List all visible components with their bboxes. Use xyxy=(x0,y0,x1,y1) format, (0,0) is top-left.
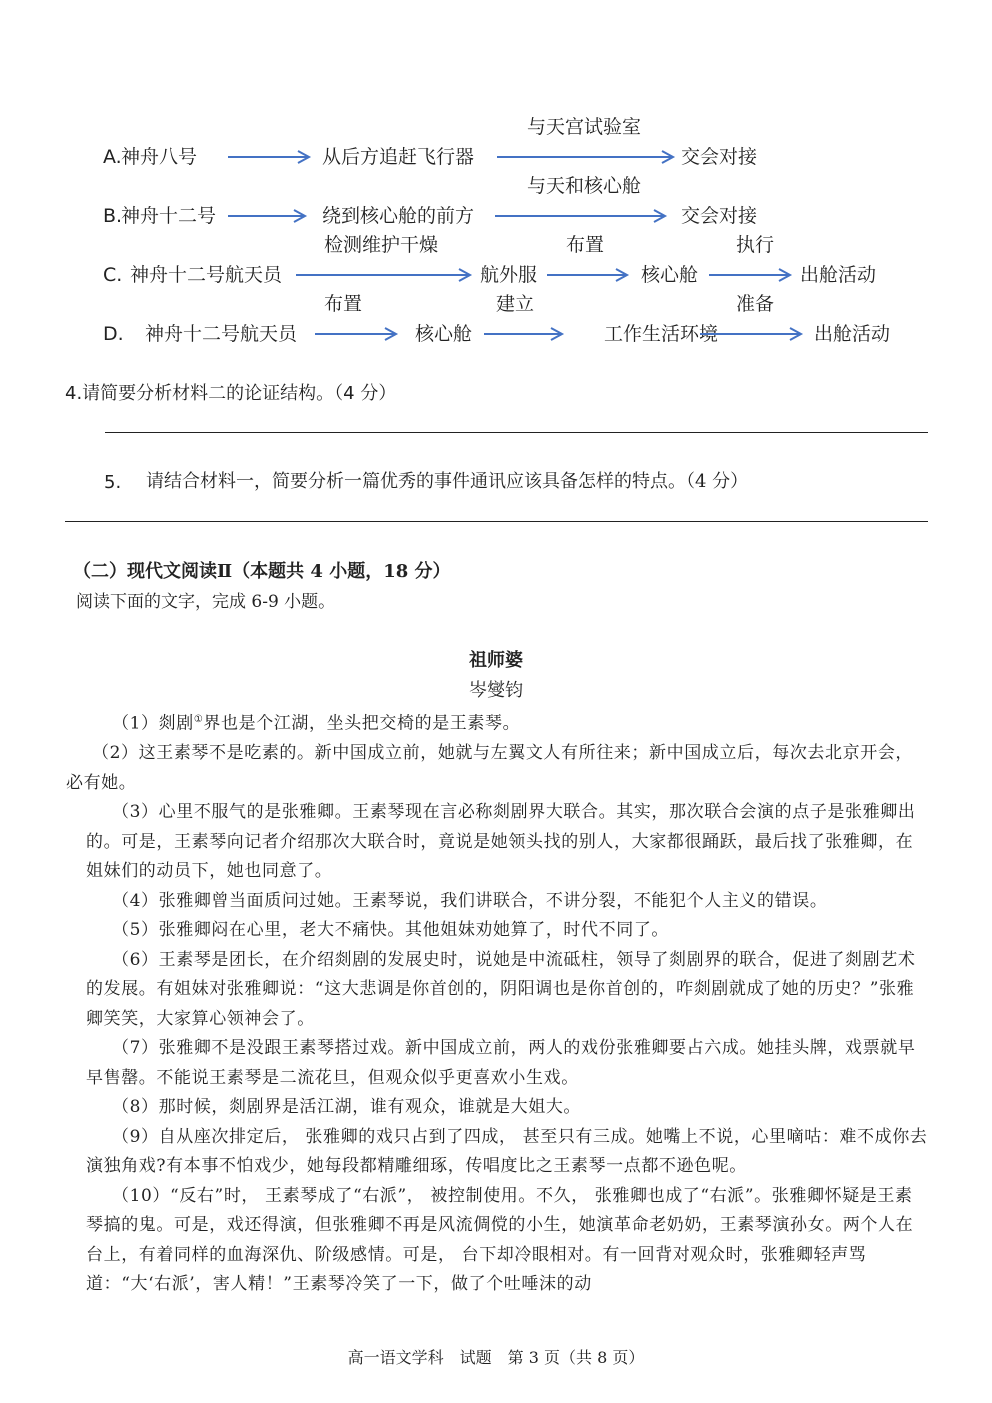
option-c-item-4: 出舱活动 xyxy=(800,264,877,286)
option-d-item-3: 工作生活环境 xyxy=(604,323,719,345)
paragraph-1-rest: 界也是个江湖，坐头把交椅的是王素琴。 xyxy=(203,713,521,734)
option-c-item-3: 核心舱 xyxy=(641,264,699,286)
arrow-b2 xyxy=(495,210,665,222)
section-instruction: 阅读下面的文字，完成 6-9 小题。 xyxy=(76,592,336,612)
arrow-a2 xyxy=(497,151,673,163)
option-d-label-1: 布置 xyxy=(324,293,363,315)
option-b-letter: B. xyxy=(103,205,123,227)
paragraph-7: （7）张雅卿不是没跟王素琴搭过戏。新中国成立前，两人的戏份张雅卿要占六成。她挂头牌，戏票就早早售罄。不能说王素琴是二流花旦，但观众似乎更喜欢小生戏。 xyxy=(86,1038,916,1088)
arrow-b1 xyxy=(228,210,305,222)
option-a-item-2: 从后方追赶飞行器 xyxy=(322,146,475,168)
option-c-label-2: 布置 xyxy=(566,234,605,256)
option-d-label-3: 准备 xyxy=(736,293,775,315)
option-d-item-4: 出舱活动 xyxy=(814,323,891,345)
option-a-letter: A. xyxy=(103,146,122,168)
paragraph-3: （3）心里不服气的是张雅卿。王素琴现在言必称剡剧界大联合。其实，那次联合会演的点子是张雅卿出的。可是，王素琴向记者介绍那次大联合时，竟说是她领头找的别人，大家都很踊跃，最后找了张雅卿，在姐妹们的动员下，她也同意了。 xyxy=(86,802,916,882)
question-4: 4.请简要分析材料二的论证结构。（4 分） xyxy=(65,383,397,404)
question-5-text: 请结合材料一，简要分析一篇优秀的事件通讯应该具备怎样的特点。（4 分） xyxy=(146,471,749,492)
option-c-label-3: 执行 xyxy=(736,234,775,256)
option-b-label-1: 与天和核心舱 xyxy=(527,175,642,197)
arrow-d3 xyxy=(700,328,801,340)
paragraph-4: （4）张雅卿曾当面质问过她。王素琴说，我们讲联合，不讲分裂，不能犯个人主义的错误。 xyxy=(112,890,828,911)
arrow-c2 xyxy=(547,269,627,281)
page-footer: 高一语文学科 试题 第 3 页（共 8 页） xyxy=(347,1348,645,1367)
paragraph-1-lead: （1）剡剧 xyxy=(112,713,194,734)
paragraph-10: （10）“反右”时， 王素琴成了“右派”， 被控制使用。不久， 张雅卿也成了“右派”。张雅卿怀疑是王素琴搞的鬼。可是，戏还得演，但张雅卿不再是风流倜傥的小生，她演革命老奶奶，王素琴演孙女。两个人在台上，有着同样的血海深仇、阶级感情。可是， 台下却冷眼相对。有一回背对观众时，张雅卿轻声骂道：“大‘右派’，害人精！”王素琴冷笑了一下，做了个吐唾沫的动 xyxy=(86,1185,914,1295)
arrow-c3 xyxy=(709,269,790,281)
arrow-d2 xyxy=(484,328,562,340)
option-a-item-1: 神舟八号 xyxy=(121,146,198,168)
option-d-letter: D. xyxy=(103,323,124,345)
option-b-item-1: 神舟十二号 xyxy=(121,205,217,227)
option-c-letter: C. xyxy=(103,264,123,286)
section-heading: （二）现代文阅读Ⅱ（本题共 4 小题，18 分） xyxy=(73,561,451,582)
option-c-label-1: 检测维护干燥 xyxy=(324,234,439,256)
paragraph-8: （8）那时候，剡剧界是活江湖，谁有观众，谁就是大姐大。 xyxy=(112,1097,582,1118)
paragraph-1 xyxy=(86,705,929,739)
arrow-d1 xyxy=(315,328,396,340)
paragraph-2: （2）这王素琴不是吃素的。新中国成立前，她就与左翼文人有所往来；新中国成立后，每次去北京开会，必有她。 xyxy=(66,743,914,793)
paragraph-9: （9）自从座次排定后， 张雅卿的戏只占到了四成， 甚至只有三成。她嘴上不说，心里嘀咕：难不成你去演独角戏?有本事不怕戏少，她每段都精雕细琢，传唱度比之王素琴一点都不逊色呢。 xyxy=(86,1126,928,1177)
question-5-number: 5. xyxy=(104,472,122,493)
answer-line-5 xyxy=(65,521,928,522)
option-c-item-1: 神舟十二号航天员 xyxy=(130,264,283,286)
option-b-item-3: 交会对接 xyxy=(681,205,758,227)
article-author: 岑燮钧 xyxy=(469,680,523,701)
arrow-a1 xyxy=(228,151,309,163)
arrow-c1 xyxy=(296,269,470,281)
answer-line-4 xyxy=(105,432,928,433)
option-c-item-2: 航外服 xyxy=(480,264,538,286)
paragraph-6: （6）王素琴是团长，在介绍剡剧的发展史时，说她是中流砥柱，领导了剡剧界的联合，促进了剡剧艺术的发展。有姐妹对张雅卿说：“这大悲调是你首创的，阴阳调也是你首创的，咋剡剧就成了她的历史？”张雅卿笑笑，大家算心领神会了。 xyxy=(86,949,916,1029)
option-d-item-1: 神舟十二号航天员 xyxy=(145,323,298,345)
flow-arrows xyxy=(0,0,992,360)
paragraph-5: （5）张雅卿闷在心里，老大不痛快。其他姐妹劝她算了，时代不同了。 xyxy=(112,920,670,941)
footnote-marker: ① xyxy=(193,714,204,725)
article-body xyxy=(66,705,929,1300)
option-a-item-3: 交会对接 xyxy=(681,146,758,168)
article-title: 祖师婆 xyxy=(469,650,523,671)
option-d-label-2: 建立 xyxy=(496,293,535,315)
option-d-item-2: 核心舱 xyxy=(415,323,473,345)
option-b-item-2: 绕到核心舱的前方 xyxy=(322,205,475,227)
option-a-label-1: 与天宫试验室 xyxy=(527,116,642,138)
